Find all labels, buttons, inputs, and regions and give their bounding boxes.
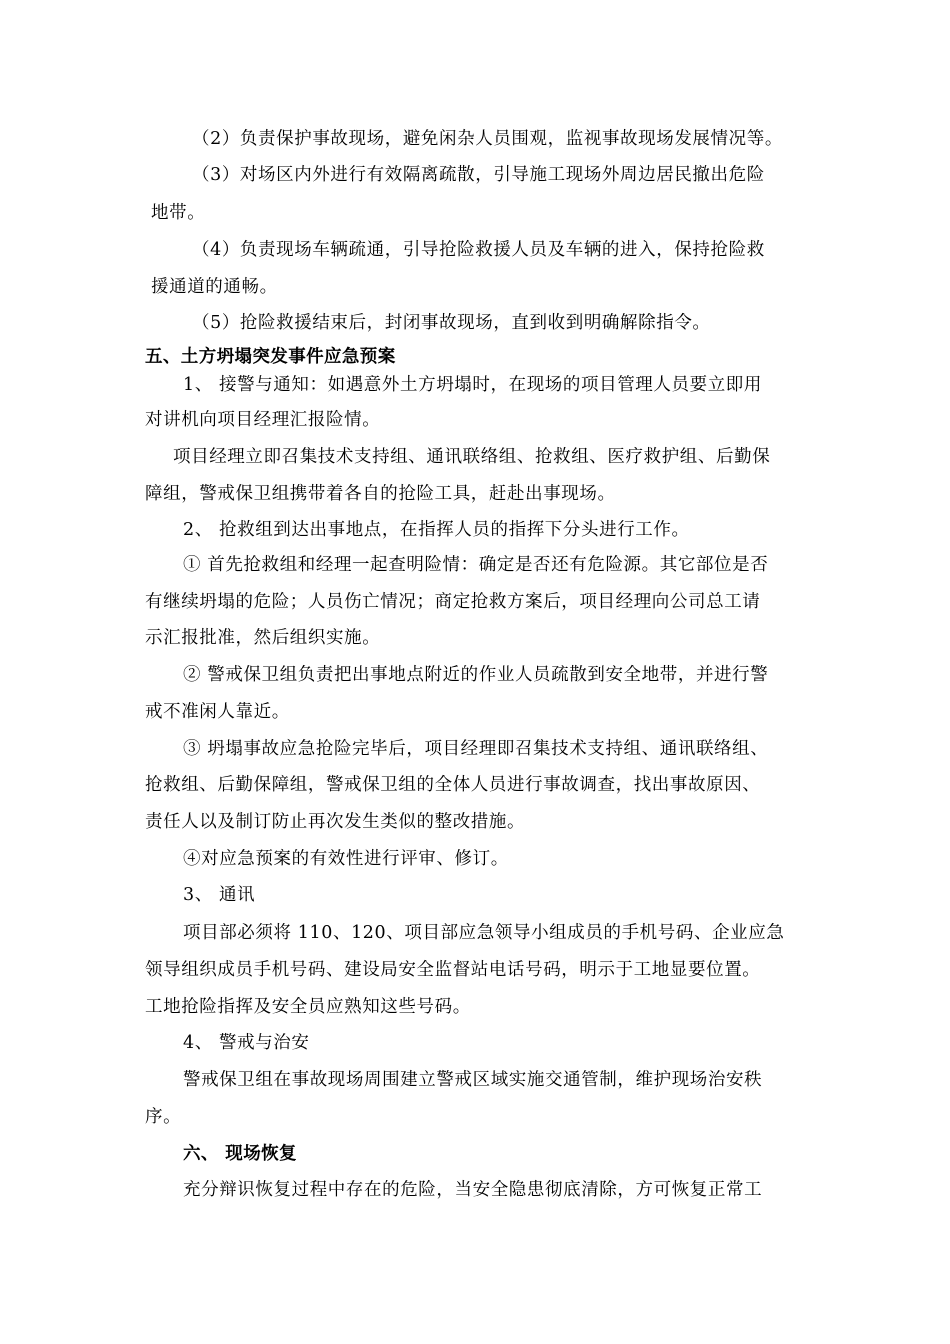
paragraph-line: （4）负责现场车辆疏通，引导抢险救援人员及车辆的进入，保持抢险救: [192, 240, 765, 260]
paragraph-line: 地带。: [151, 203, 206, 223]
paragraph-line: 领导组织成员手机号码、建设局安全监督站电话号码，明示于工地显要位置。: [145, 960, 761, 980]
paragraph-line: 项目部必须将 110、120、项目部应急领导小组成员的手机号码、企业应急: [183, 923, 785, 943]
paragraph-line: 示汇报批准，然后组织实施。: [145, 628, 381, 648]
paragraph-line: 序。: [145, 1107, 182, 1127]
paragraph-line: （2）负责保护事故现场，避免闲杂人员围观，监视事故现场发展情况等。: [192, 129, 783, 149]
paragraph-line: 抢救组、后勤保障组，警戒保卫组的全体人员进行事故调查，找出事故原因、: [145, 775, 761, 795]
paragraph-line: （5）抢险救援结束后，封闭事故现场，直到收到明确解除指令。: [192, 313, 711, 333]
paragraph-line: 充分辩识恢复过程中存在的危险，当安全隐患彻底清除，方可恢复正常工: [183, 1180, 763, 1200]
paragraph-line: ③ 坍塌事故应急抢险完毕后，项目经理即召集技术支持组、通讯联络组、: [183, 739, 769, 759]
paragraph-line: （3）对场区内外进行有效隔离疏散，引导施工现场外周边居民撤出危险: [192, 165, 765, 185]
paragraph-line: ② 警戒保卫组负责把出事地点附近的作业人员疏散到安全地带，并进行警: [183, 665, 769, 685]
paragraph-line: 项目经理立即召集技术支持组、通讯联络组、抢救组、医疗救护组、后勤保: [173, 447, 771, 467]
paragraph-line: 援通道的通畅。: [151, 277, 278, 297]
paragraph-line: 戒不准闲人靠近。: [145, 702, 290, 722]
paragraph-line: ① 首先抢救组和经理一起查明险情：确定是否还有危险源。其它部位是否: [183, 555, 769, 575]
paragraph-line: 有继续坍塌的危险；人员伤亡情况；商定抢救方案后，项目经理向公司总工请: [145, 592, 761, 612]
section-heading: 五、土方坍塌突发事件应急预案: [145, 347, 396, 367]
paragraph-line: 3、 通讯: [183, 885, 256, 905]
paragraph-line: 工地抢险指挥及安全员应熟知这些号码。: [145, 997, 471, 1017]
paragraph-line: ④对应急预案的有效性进行评审、修订。: [183, 849, 509, 869]
paragraph-line: 障组，警戒保卫组携带着各自的抢险工具，赶赴出事现场。: [145, 484, 616, 504]
paragraph-line: 1、 接警与通知：如遇意外土方坍塌时，在现场的项目管理人员要立即用: [183, 375, 762, 395]
paragraph-line: 对讲机向项目经理汇报险情。: [145, 410, 381, 430]
paragraph-line: 责任人以及制订防止再次发生类似的整改措施。: [145, 812, 526, 832]
paragraph-line: 4、 警戒与治安: [183, 1033, 310, 1053]
paragraph-line: 警戒保卫组在事故现场周围建立警戒区域实施交通管制，维护现场治安秩: [183, 1070, 763, 1090]
paragraph-line: 2、 抢救组到达出事地点，在指挥人员的指挥下分头进行工作。: [183, 520, 690, 540]
section-heading: 六、 现场恢复: [183, 1144, 297, 1164]
